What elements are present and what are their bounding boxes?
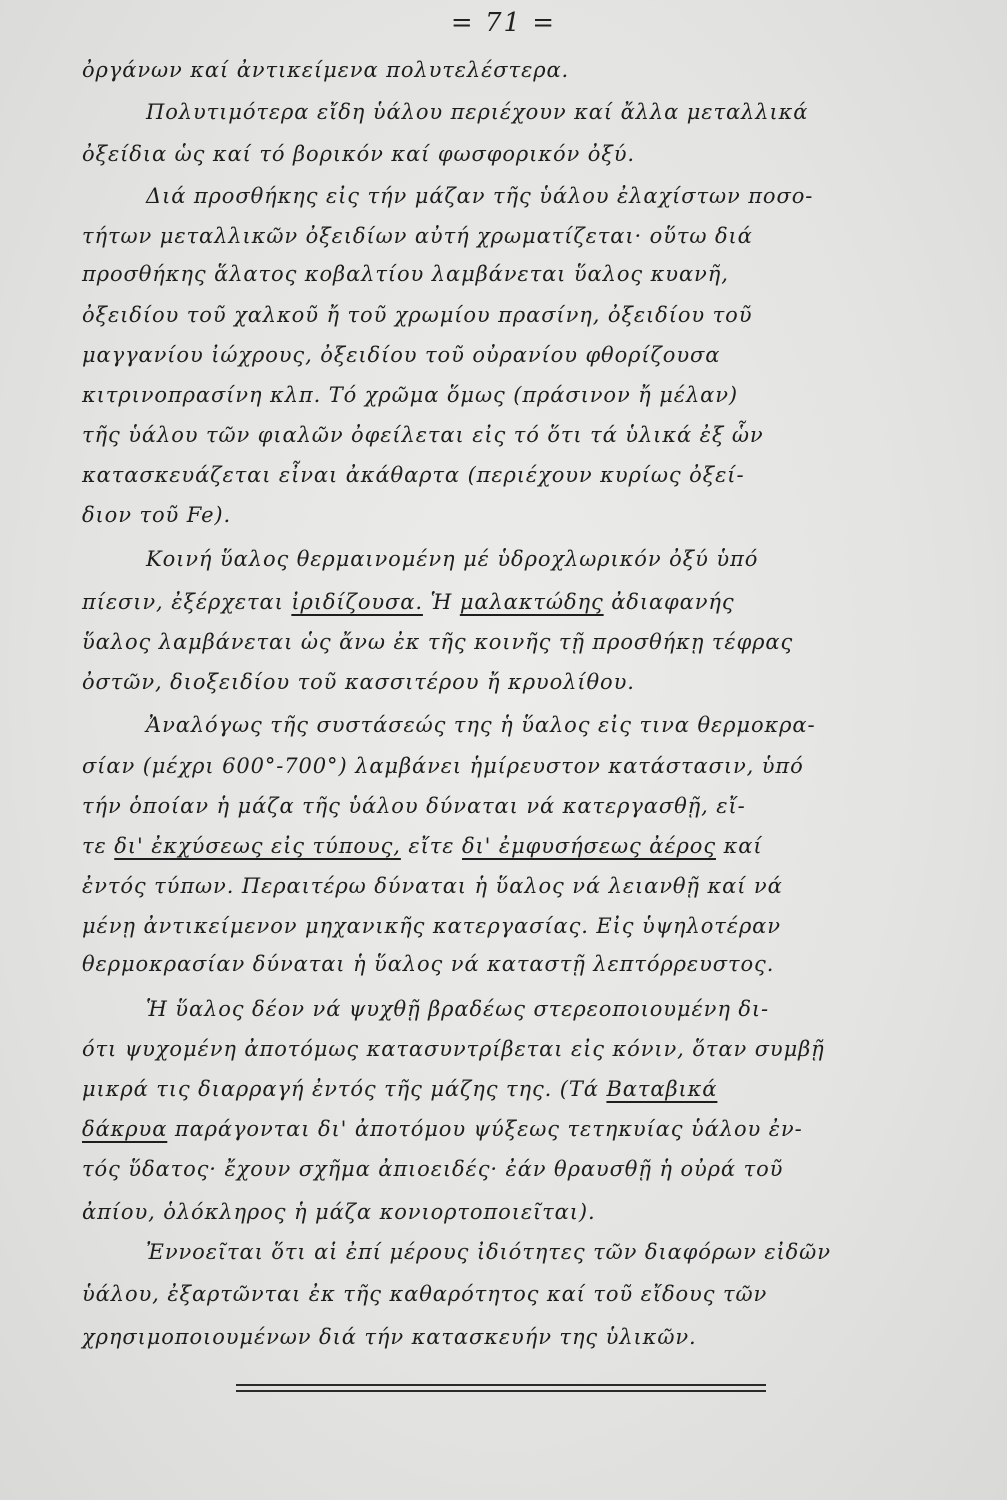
underlined-term: ἰριδίζουσα. xyxy=(291,590,423,614)
text-segment: ἀδιαφανής xyxy=(603,590,735,614)
text-line: ὀξείδια ὡς καί τό βορικόν καί φωσφορικόν ὀξύ. xyxy=(82,142,635,166)
text-line: Διά προσθήκης εἰς τήν μάζαν τῆς ὑάλου ἐλαχίστων ποσο- xyxy=(146,184,814,208)
text-line xyxy=(82,834,762,858)
text-line: ὀργάνων καί ἀντικείμενα πολυτελέστερα. xyxy=(82,58,570,82)
text-line: ὑάλου, ἐξαρτῶνται ἐκ τῆς καθαρότητος καί τοῦ εἴδους τῶν xyxy=(82,1282,768,1306)
text-line: διον τοῦ Fe). xyxy=(82,503,232,527)
text-line: μαγγανίου ἰώχρους, ὀξειδίου τοῦ οὐρανίου φθορίζουσα xyxy=(82,343,721,367)
text-line: ότι ψυχομένη ἀποτόμως κατασυντρίβεται εἰς κόνιν, ὅταν συμβῇ xyxy=(82,1037,825,1061)
text-line: μένῃ ἀντικείμενον μηχανικῆς κατεργασίας. Εἰς ὑψηλοτέραν xyxy=(82,914,781,938)
text-line xyxy=(82,1077,717,1101)
text-line: Ἡ ὕαλος δέον νά ψυχθῇ βραδέως στερεοποιουμένη δι- xyxy=(146,997,770,1021)
underlined-term: δι' ἐμφυσήσεως ἀέρος xyxy=(462,834,716,858)
text-line: τήτων μεταλλικῶν ὀξειδίων αὐτή χρωματίζεται· οὕτω διά xyxy=(82,224,753,248)
end-rule-top xyxy=(236,1384,766,1386)
text-segment: εἴτε xyxy=(400,834,462,858)
text-line: Κοινή ὕαλος θερμαινομένη μέ ὑδροχλωρικόν ὀξύ ὑπό xyxy=(146,547,759,571)
text-segment: τε xyxy=(82,834,115,858)
text-line: ὀξειδίου τοῦ χαλκοῦ ἤ τοῦ χρωμίου πρασίνη, ὀξειδίου τοῦ xyxy=(82,303,753,327)
text-line: ἀπίου, ὁλόκληρος ἡ μάζα κονιορτοποιεῖται). xyxy=(82,1200,596,1224)
text-segment: πίεσιν, ἐξέρχεται xyxy=(82,590,292,614)
underlined-term: μαλακτώδης xyxy=(459,590,604,614)
text-line: χρησιμοποιουμένων διά τήν κατασκευήν της ὑλικῶν. xyxy=(82,1325,697,1349)
text-line: κατασκευάζεται εἶναι ἀκάθαρτα (περιέχουν κυρίως ὀξεί- xyxy=(82,463,745,487)
text-line: θερμοκρασίαν δύναται ἡ ὕαλος νά καταστῇ λεπτόρρευστος. xyxy=(82,952,775,976)
text-segment: Ἡ xyxy=(422,590,460,614)
text-line: ὕαλος λαμβάνεται ὡς ἄνω ἐκ τῆς κοινῆς τῇ προσθήκῃ τέφρας xyxy=(82,630,794,654)
text-line: τῆς ὑάλου τῶν φιαλῶν ὀφείλεται εἰς τό ὅτι τά ὑλικά ἐξ ὧν xyxy=(82,423,764,447)
underlined-term: δι' ἐκχύσεως εἰς τύπους, xyxy=(114,834,401,858)
end-rule-bottom xyxy=(236,1390,766,1392)
text-line: σίαν (μέχρι 600°-700°) λαμβάνει ἡμίρευστον κατάστασιν, ὑπό xyxy=(82,754,804,778)
text-line: Ἀναλόγως τῆς συστάσεώς της ἡ ὕαλος εἰς τινα θερμοκρα- xyxy=(146,713,816,737)
underlined-term: Βαταβικά xyxy=(606,1077,718,1101)
text-segment: καί xyxy=(716,834,763,858)
underlined-term: δάκρυα xyxy=(82,1117,168,1141)
page-number: = 71 = xyxy=(450,8,557,38)
text-line xyxy=(82,590,735,614)
text-line: ἐντός τύπων. Περαιτέρω δύναται ἡ ὕαλος νά λειανθῇ καί νά xyxy=(82,874,783,898)
text-segment: μικρά τις διαρραγή ἐντός τῆς μάζης της. (Τά xyxy=(82,1077,607,1101)
text-line: προσθήκης ἅλατος κοβαλτίου λαμβάνεται ὕαλος κυανῆ, xyxy=(82,262,729,286)
text-line: Ἐννοεῖται ὅτι αἱ ἐπί μέρους ἰδιότητες τῶν διαφόρων εἰδῶν xyxy=(146,1240,831,1264)
text-line: ὀστῶν, διοξειδίου τοῦ κασσιτέρου ἤ κρυολίθου. xyxy=(82,670,635,694)
text-line: Πολυτιμότερα εἴδη ὑάλου περιέχουν καί ἄλλα μεταλλικά xyxy=(146,100,809,124)
text-line: τός ὕδατος· ἔχουν σχῆμα ἀπιοειδές· ἐάν θραυσθῇ ἡ οὐρά τοῦ xyxy=(82,1157,784,1181)
text-line: τήν ὁποίαν ἡ μάζα τῆς ὑάλου δύναται νά κατεργασθῇ, εἴ- xyxy=(82,794,746,818)
text-line: κιτρινοπρασίνη κλπ. Τό χρῶμα ὅμως (πράσινον ἤ μέλαν) xyxy=(82,383,739,407)
text-segment: παράγονται δι' ἀποτόμου ψύξεως τετηκυίας ὑάλου ἐν- xyxy=(167,1117,803,1141)
text-line xyxy=(82,1117,803,1141)
